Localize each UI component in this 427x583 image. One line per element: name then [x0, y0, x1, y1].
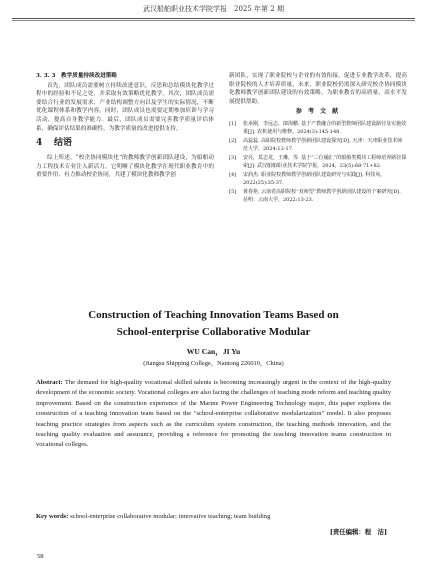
reference-item: [5] 黄春艳. 云南省高职院校“双师型”教师教学创新团队建设的个案研究[D]. 昆明：云南大学，2022:13-23.: [229, 188, 401, 203]
reference-item: [2] 高蕊蕊. 高职院校教师教学创新团队建设探究[D]. 天津：天津职业技术师范大学，2024:12-17.: [229, 137, 403, 152]
references-heading: 参 考 文 献: [295, 108, 341, 116]
section-number: 4: [36, 138, 43, 149]
page-number: 58: [37, 553, 44, 560]
body-paragraph: 首先，团队成员需要树立持续改进意识，反思和总结模块化教学过程中的经验和不足之处，并采取有效策略优化教学。其次，团队成员需要结合行业的发展需求、产业结构调整方向以及学生的实际情况，不断优化课程体系和教学内容。同时，团队成员也需要定期参加培训与学习活动，提高自身教学能力。最后，团队成员需要完善教学质量评估体系，确保评估结果的准确性，为教学质量的改进提供支持。: [36, 82, 214, 132]
header-rule-thin: [12, 20, 415, 21]
journal-header: 武汉船舶职业技术学院学报 2025 年第 2 期: [143, 5, 284, 13]
english-title: Construction of Teaching Innovation Teams Based on School-enterprise Collaborative Modular: [88, 309, 339, 338]
left-column: [36, 72, 214, 180]
english-authors: WU Can，JI Yu: [186, 347, 241, 356]
section-heading: [36, 138, 214, 149]
right-column: [229, 72, 407, 205]
keywords-text: school-enterprise collaborative modular; innovative teaching; team building: [70, 513, 271, 520]
reference-item: [3] 安亮，莫志龙，王琳，等. 基于“三位融汇”的船舶类模块工程师培养路径探索[J]. 武汉船舶职业技术学院学报，2024，23(5):68-71+82.: [229, 154, 407, 169]
english-abstract: [36, 378, 391, 451]
english-keywords: [36, 512, 391, 522]
abstract-text: The demand for high-quality vocational skilled talents is becoming increasingly urgent in the context of the high-quality development of the economic society. Vocational colleges are also facing the challenges of teaching mode reform and teaching quality improvement. Based on the construction experience of the Marine Power Engineering Technology major, this paper explores the construction of a teaching innovation team based on the "school-enterprise collaborative modularization" model. It also proposes teaching practice strategies from aspects such as the curriculum system construction, the teaching methods innovation, and the teaching quality evaluation and assurance, providing a reference for promoting the teaching innovation teams construction in vocational colleges.: [36, 379, 391, 449]
reference-list: [229, 120, 407, 204]
body-paragraph: 新团队，实现了职业院校与企业的有效衔接，促进专业教学改革，提高职业院校的人才培养质量。未来，职业院校仍需深入研究校企协同模块化教师教学创新团队建设的有效策略，为职业教育的高质量、高水平发展提供帮助。: [229, 73, 407, 105]
section-title: 结语: [54, 138, 73, 149]
english-affiliation: (Jiangsu Shipping College，Nantong 226010，China): [143, 360, 284, 367]
body-paragraph: 综上所述，“校企协同模块化”的教师教学创新团队建设，为船舶动力工程技术专业注入新活力，它明晰了模块化教学在现代职业教育中的重要作用、有力推动校企协同，共建了模块化教师教学创: [36, 155, 214, 179]
responsible-editor: [责任编辑：程 洁]: [329, 528, 387, 536]
reference-item: [1] 张承刚，李远志，郎海鹏. 基于产教融合的新型教师团队建设路径及实施效果[J]. 农机使用与维修，2024(3):145-148.: [229, 120, 407, 135]
abstract-label: Abstract:: [36, 379, 63, 386]
reference-item: [4] 宋润杰. 职业院校教师教学创新团队建设研究与实践[J]. 科技风，2022(25):35-37.: [229, 171, 386, 186]
subsection-heading: 3. 3. 3 教学质量持续改进策略: [36, 73, 117, 79]
header-rule: [12, 18, 415, 19]
keywords-label: Key words:: [36, 513, 69, 520]
